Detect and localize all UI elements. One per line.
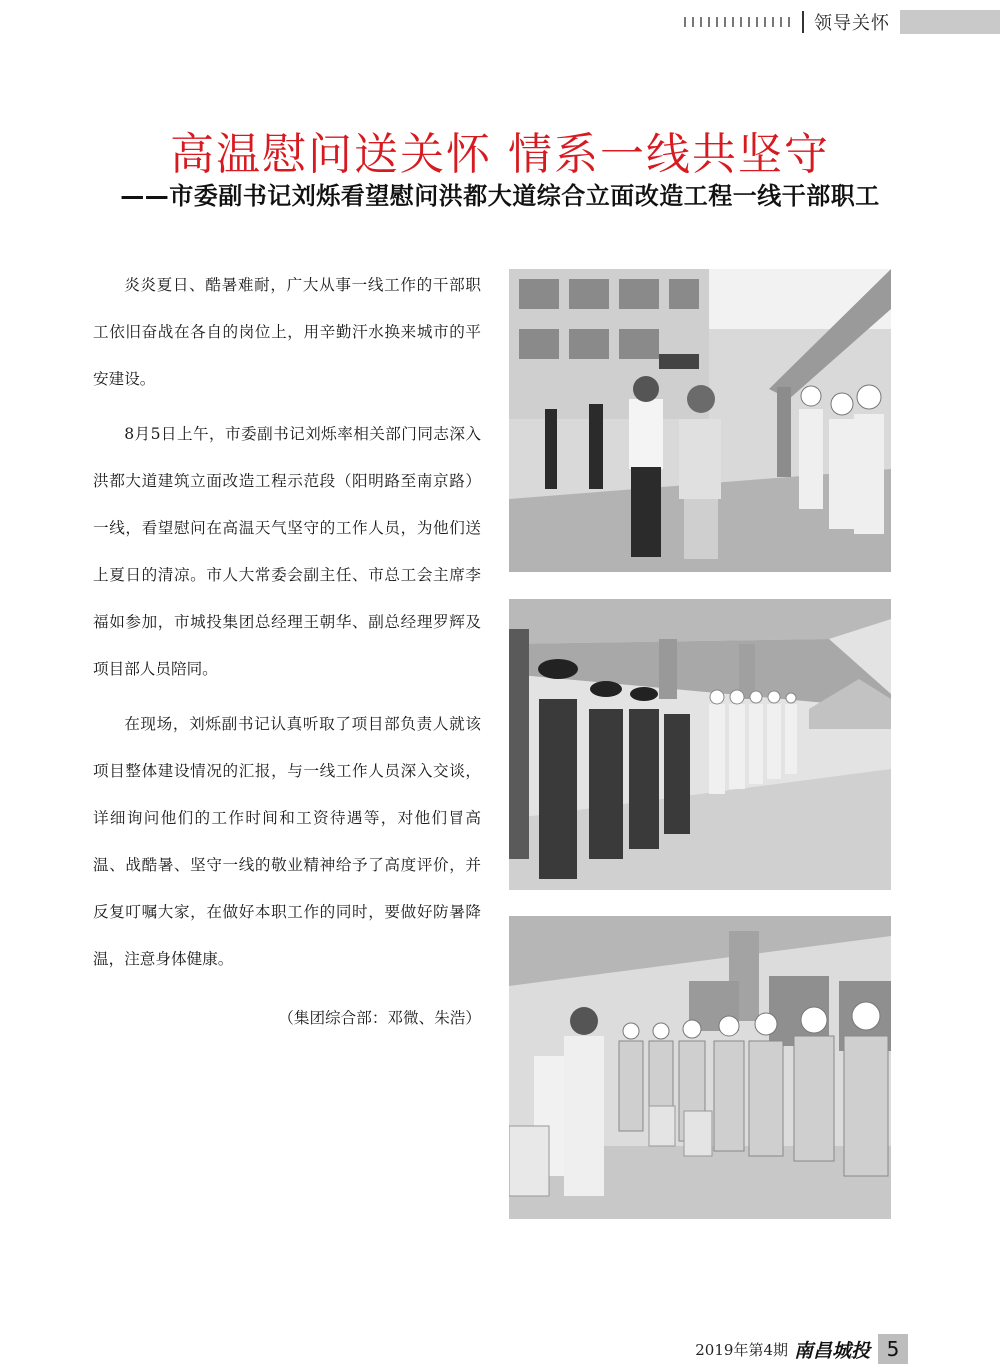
section-header <box>684 10 1000 34</box>
article-title: 高温慰问送关怀 情系一线共坚守 <box>170 129 830 180</box>
paragraph-3: 在现场，刘烁副书记认真听取了项目部负责人就该项目整体建设情况的汇报，与一线工作人员深入交谈，详细询问他们的工作时间和工资待遇等，对他们冒高温、战酷暑、坚守一线的敬业精神给予了高度评价，并反复叮嘱大家，在做好本职工作的同时，要做好防暑降温，注意身体健康。 <box>93 715 481 968</box>
photo-handshake-street <box>509 269 891 572</box>
page-number: 5 <box>878 1334 908 1364</box>
header-gray-bar <box>900 10 1000 34</box>
article-body <box>93 262 481 1050</box>
article-subtitle: ——市委副书记刘烁看望慰问洪都大道综合立面改造工程一线干部职工 <box>120 182 880 210</box>
header-divider <box>802 11 804 33</box>
magazine-logo: 南昌城投 <box>793 1339 870 1362</box>
section-label: 领导关怀 <box>814 13 890 34</box>
paragraph-2: 8月5日上午，市委副书记刘烁率相关部门同志深入洪都大道建筑立面改造工程示范段（阳明路至南京路）一线，看望慰问在高温天气坚守的工作人员，为他们送上夏日的清凉。市人大常委会副主任、市总工会主席李福如参加，市城投集团总经理王朝华、副总经理罗辉及项目部人员陪同。 <box>93 425 481 678</box>
issue-label: 2019年第4期 <box>695 1340 788 1359</box>
page-footer <box>695 1334 908 1364</box>
paragraph-1: 炎炎夏日、酷暑难耐，广大从事一线工作的干部职工依旧奋战在各自的岗位上，用辛勤汗水换来城市的平安建设。 <box>93 276 481 388</box>
photo-distributing-gifts <box>509 916 891 1219</box>
header-dots-decoration <box>684 17 796 27</box>
photo-officers-lineup <box>509 599 891 890</box>
byline: （集团综合部：邓微、朱浩） <box>278 1009 481 1027</box>
